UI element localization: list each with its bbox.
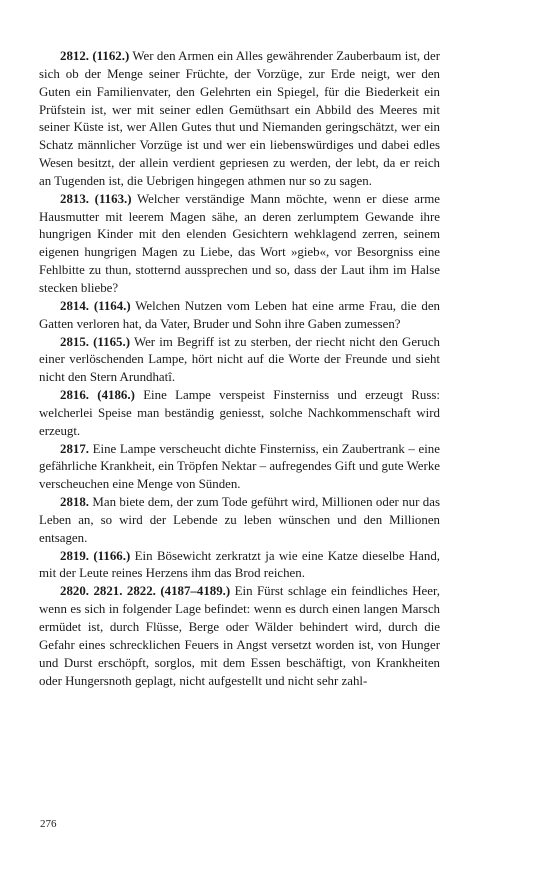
entry-text: Eine Lampe verscheucht dichte Finsterniss, ein Zaubertrank – eine gefährliche Krankheit, ein Tröpfen Nektar – aufregendes Gift und gute Werke verscheuchen eine Menge von Sünden.	[39, 441, 440, 492]
entry-2816	[39, 387, 440, 441]
entry-number: 2812. (1162.)	[60, 49, 130, 63]
entry-text: Wer den Armen ein Alles gewährender Zauberbaum ist, der sich ob der Menge seiner Früchte, der Vorzüge, zur Erde neigt, wer den Guten ein Familienvater, den Gelehrten ein Spiegel, für die Biederkeit ein Prüfstein ist, wer mit seiner edlen Gemüthsart ein Abbild des Meeres mit seiner Küste ist, wer Allen Gutes thut und Niemanden geringschätzt, wer ein Schatz männlicher Vorzüge ist und wer ein liebenswürdiges und dabei edles Wesen besitzt, der allein verdient gepriesen zu werden, der lebt, da er reich an Tugenden ist, die Uebrigen hingegen athmen nur so zu sagen.	[39, 49, 440, 188]
entry-number: 2816. (4186.)	[60, 388, 135, 403]
entry-number: 2815. (1165.)	[60, 334, 131, 349]
entry-text: Ein Fürst schlage ein feindliches Heer, wenn es sich in folgender Lage befindet: wenn es durch einen langen Marsch ermüdet ist, durch Flüsse, Berge oder Wälder behindert wird, durch die Gefahr eines schrecklichen Feuers in Angst versetzt worden ist, von Hunger und Durst erschöpft, sorglos, mit dem Essen beschäftigt, von Krankheiten oder Hungersnoth geplagt, nicht aufgestellt und nicht sehr zahl-	[39, 584, 440, 688]
entry-number: 2814. (1164.)	[60, 298, 131, 313]
entry-number: 2813. (1163.)	[60, 191, 132, 206]
entry-2818	[39, 494, 440, 548]
entry-text: Wer im Begriff ist zu sterben, der riecht nicht den Geruch einer verlöschenden Lampe, hört nicht auf die Worte der Freunde und sieht nicht den Stern Arundhatî.	[39, 334, 440, 385]
entry-text: Ein Bösewicht zerkratzt ja wie eine Katze dieselbe Hand, mit der Leute reines Herzens ihm das Brod reichen.	[39, 548, 440, 581]
entry-text: Welcher verständige Mann möchte, wenn er diese arme Hausmutter mit leerem Magen sähe, an deren zerlumptem Gewande ihre hungrigen Kinder mit den elenden Gesichtern wehklagend zerren, seinem eigenen hungrigen Magen zu Liebe, das Wort »gieb«, vor Besorgniss eine Fehlbitte zu thun, stotternd aussprechen und so, dass der Laut ihm im Halse stecken bliebe?	[39, 191, 440, 295]
entry-text: Welchen Nutzen vom Leben hat eine arme Frau, die den Gatten verloren hat, da Vater, Bruder und Sohn ihre Gaben zumessen?	[39, 298, 440, 331]
entry-2820-2822	[39, 583, 440, 690]
entry-2817	[39, 441, 440, 495]
entry-text: Man biete dem, der zum Tode geführt wird, Millionen oder nur das Leben an, so wird der Lebende zu leben wünschen und den Millionen entsagen.	[39, 495, 440, 545]
page-number: 276	[40, 818, 57, 830]
entry-2812	[39, 48, 440, 191]
entry-number: 2817.	[60, 441, 90, 456]
page-body	[39, 48, 440, 690]
entry-2813	[39, 191, 440, 298]
entry-number: 2819. (1166.)	[60, 548, 131, 563]
entry-number: 2820. 2821. 2822. (4187–4189.)	[60, 584, 231, 599]
entry-number: 2818.	[60, 495, 90, 510]
entry-2815	[39, 334, 440, 388]
entry-2819	[39, 548, 440, 584]
entry-2814	[39, 298, 440, 334]
entry-text: Eine Lampe verspeist Finsterniss und erzeugt Russ: welcherlei Speise man beständig geniesst, solche Nachkommenschaft wird erzeugt.	[39, 388, 440, 438]
